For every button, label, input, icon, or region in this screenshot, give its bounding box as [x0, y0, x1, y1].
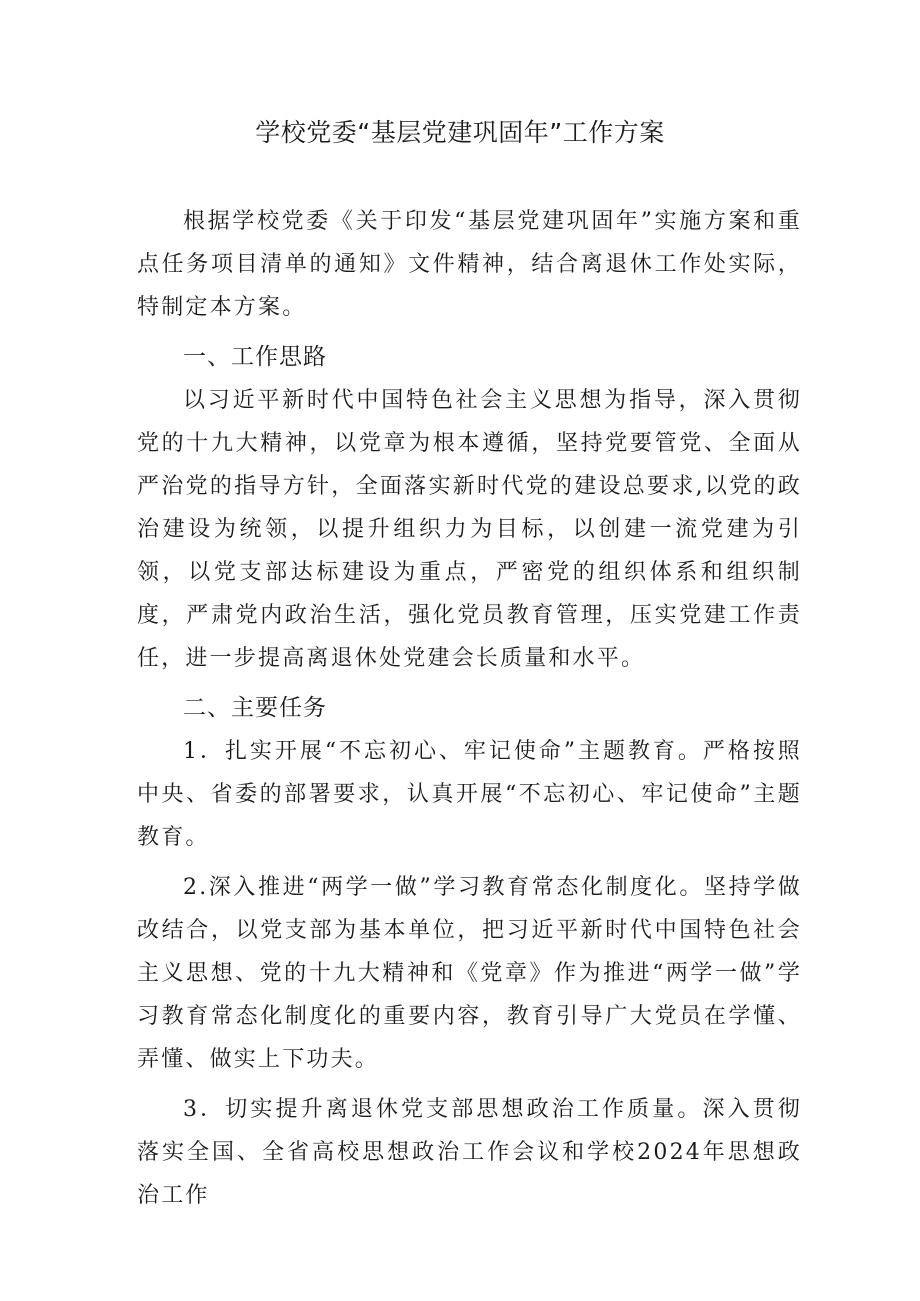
task-item-2: 2.深入推进“两学一做”学习教育常态化制度化。坚持学做改结合，以党支部为基本单位，把习近平新时代中国特色社会主义思想、党的十九大精神和《党章》作为推进“两学一做”学习教育常态化制度化的重要内容，教育引导广大党员在学懂、弄懂、做实上下功夫。 — [137, 875, 802, 1072]
section-1-heading: 一、工作思路 — [183, 344, 327, 370]
section-2-heading: 二、主要任务 — [183, 695, 327, 721]
document-title: 学校党委“基层党建巩固年”工作方案 — [255, 118, 665, 147]
document-body — [137, 200, 802, 1217]
task-item-1: 1．扎实开展“不忘初心、牢记使命”主题教育。严格按照中央、省委的部署要求，认真开展“不忘初心、牢记使命”主题教育。 — [137, 739, 802, 850]
task-item-3: 3．切实提升离退休党支部思想政治工作质量。深入贯彻落实全国、全省高校思想政治工作会议和学校2024年思想政治工作 — [137, 1097, 802, 1208]
section-1-paragraph: 以习近平新时代中国特色社会主义思想为指导，深入贯彻党的十九大精神，以党章为根本遵循，坚持党要管党、全面从严治党的指导方针，全面落实新时代党的建设总要求,以党的政治建设为统领，以提升组织力为目标，以创建一流党建为引领，以党支部达标建设为重点，严密党的组织体系和组织制度，严肃党内政治生活，强化党员教育管理，压实党建工作责任，进一步提高离退休处党建会长质量和水平。 — [137, 388, 802, 671]
intro-paragraph: 根据学校党委《关于印发“基层党建巩固年”实施方案和重点任务项目清单的通知》文件精神，结合离退休工作处实际，特制定本方案。 — [137, 209, 802, 320]
